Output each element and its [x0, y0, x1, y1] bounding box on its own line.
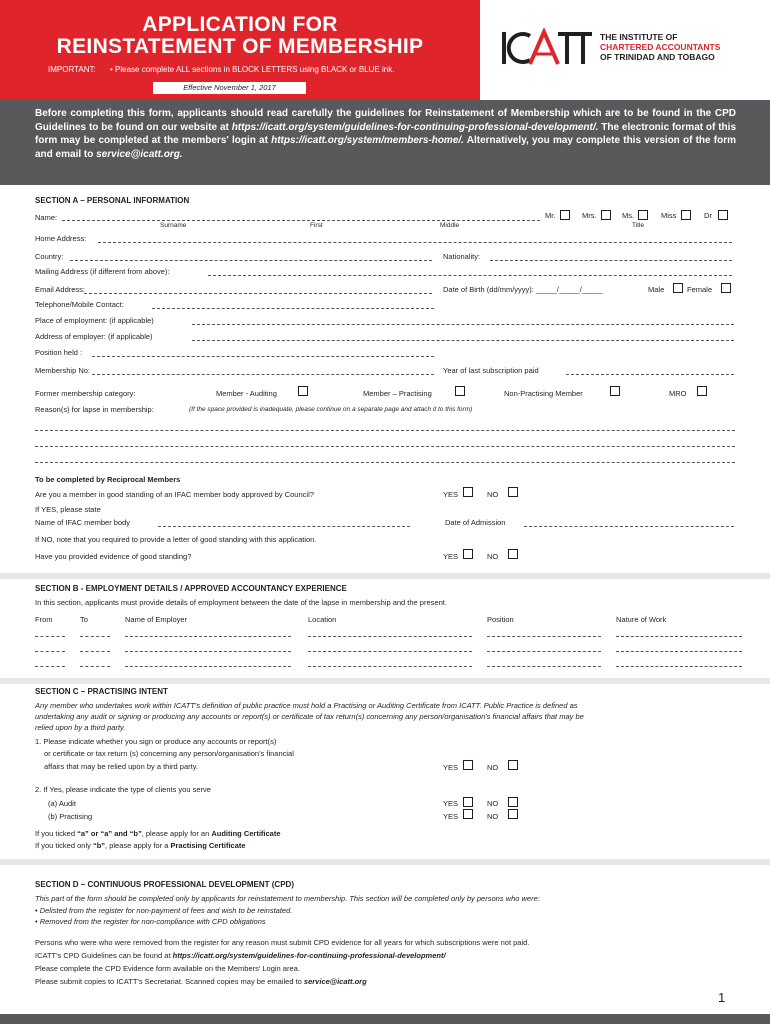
- ifac-yes-checkbox[interactable]: [463, 487, 473, 497]
- section-separator: [0, 859, 770, 865]
- reason-line-2[interactable]: [35, 446, 735, 447]
- section-separator: [0, 573, 770, 579]
- institute-name: THE INSTITUTE OF CHARTERED ACCOUNTANTS OF TRINIDAD AND TOBAGO: [600, 32, 721, 62]
- emp-row-3-to[interactable]: [80, 666, 110, 667]
- cpd-guidelines-link[interactable]: https://icatt.org/system/guidelines-for-continuing-professional-development/: [172, 951, 446, 960]
- nationality-input[interactable]: [490, 260, 732, 261]
- emp-row-2-from[interactable]: [35, 651, 65, 652]
- emp-row-3-employer[interactable]: [125, 666, 291, 667]
- col-location: Location: [308, 615, 337, 624]
- mailing-address-input[interactable]: [208, 275, 732, 276]
- section-d-heading: SECTION D – CONTINUOUS PROFESSIONAL DEVELOPMENT (CPD): [35, 880, 294, 889]
- admission-date-input[interactable]: [524, 526, 734, 527]
- category-practising-checkbox[interactable]: [455, 386, 465, 396]
- position-input[interactable]: [92, 356, 434, 357]
- emp-row-1-from[interactable]: [35, 636, 65, 637]
- q1-no-checkbox[interactable]: [508, 760, 518, 770]
- dob-input[interactable]: Date of Birth (dd/mm/yyyy): _____/_____/_____: [443, 285, 603, 294]
- title-ms-checkbox[interactable]: [638, 210, 648, 220]
- auditing-certificate-note: If you ticked “a” or “a” and “b”, please apply for an Auditing Certificate: [35, 829, 281, 838]
- col-position: Position: [487, 615, 514, 624]
- membership-no-input[interactable]: [92, 374, 434, 375]
- audit-yes-checkbox[interactable]: [463, 797, 473, 807]
- col-nature: Nature of Work: [616, 615, 667, 624]
- footer-bar: [0, 1014, 770, 1024]
- section-a-heading: SECTION A – PERSONAL INFORMATION: [35, 196, 190, 205]
- evidence-yes-checkbox[interactable]: [463, 549, 473, 559]
- icatt-logo-icon: [500, 28, 594, 68]
- service-email-link[interactable]: service@icatt.org.: [96, 148, 183, 160]
- emp-row-1-employer[interactable]: [125, 636, 291, 637]
- emp-row-3-location[interactable]: [308, 666, 472, 667]
- emp-row-3-position[interactable]: [487, 666, 601, 667]
- employment-place-input[interactable]: [192, 324, 734, 325]
- section-b-heading: SECTION B - EMPLOYMENT DETAILS / APPROVED ACCOUNTANCY EXPERIENCE: [35, 584, 347, 593]
- submit-copies-line: Please submit copies to ICATT's Secretariat. Scanned copies may be emailed to service@icatt.org: [35, 977, 367, 986]
- emp-row-1-location[interactable]: [308, 636, 472, 637]
- title-dr-checkbox[interactable]: [718, 210, 728, 220]
- employer-address-input[interactable]: [192, 340, 734, 341]
- col-employer: Name of Employer: [125, 615, 188, 624]
- cpd-guidelines-line: ICATT's CPD Guidelines can be found at https://icatt.org/system/guidelines-for-continuing-professional-development/: [35, 951, 446, 960]
- section-c-heading: SECTION C – PRACTISING INTENT: [35, 687, 168, 696]
- practising-no-checkbox[interactable]: [508, 809, 518, 819]
- title-line-2: REINSTATEMENT OF MEMBERSHIP: [56, 35, 424, 58]
- members-login-link[interactable]: https://icatt.org/system/members-home/.: [271, 135, 464, 146]
- name-input[interactable]: [62, 220, 540, 221]
- section-separator: [0, 678, 770, 684]
- name-label: Name:: [35, 213, 58, 222]
- category-mro-checkbox[interactable]: [697, 386, 707, 396]
- emp-row-1-nature[interactable]: [616, 636, 742, 637]
- home-address-input[interactable]: [98, 242, 732, 243]
- q1-yes-checkbox[interactable]: [463, 760, 473, 770]
- emp-row-3-from[interactable]: [35, 666, 65, 667]
- audit-no-checkbox[interactable]: [508, 797, 518, 807]
- emp-row-2-location[interactable]: [308, 651, 472, 652]
- practising-yes-checkbox[interactable]: [463, 809, 473, 819]
- evidence-no-checkbox[interactable]: [508, 549, 518, 559]
- male-checkbox[interactable]: [673, 283, 683, 293]
- title-mrs-checkbox[interactable]: [601, 210, 611, 220]
- important-label: IMPORTANT:: [48, 65, 96, 74]
- col-to: To: [80, 615, 88, 624]
- guidelines-link[interactable]: https://icatt.org/system/guidelines-for-continuing-professional-development/.: [231, 121, 599, 133]
- practising-certificate-note: If you ticked only “b”, please apply for a Practising Certificate: [35, 841, 246, 850]
- category-nonpractising-checkbox[interactable]: [610, 386, 620, 396]
- ifac-body-input[interactable]: [158, 526, 410, 527]
- phone-input[interactable]: [152, 308, 434, 309]
- title-miss-checkbox[interactable]: [681, 210, 691, 220]
- email-input[interactable]: [84, 293, 432, 294]
- reason-line-1[interactable]: [35, 430, 735, 431]
- effective-date: Effective November 1, 2017: [153, 82, 306, 94]
- last-subscription-input[interactable]: [566, 374, 734, 375]
- category-auditing-checkbox[interactable]: [298, 386, 308, 396]
- emp-row-2-employer[interactable]: [125, 651, 291, 652]
- emp-row-1-position[interactable]: [487, 636, 601, 637]
- ifac-no-checkbox[interactable]: [508, 487, 518, 497]
- service-email-link-footer[interactable]: service@icatt.org: [303, 977, 367, 986]
- country-input[interactable]: [70, 260, 432, 261]
- emp-row-1-to[interactable]: [80, 636, 110, 637]
- guidelines-notice: Before completing this form, applicants should read carefully the guidelines for Reinstatement of Membership which are to be found in the CPD Guidelines to be found on our website at https://icatt.org/system/guidelines-for-continuing-professional-development/. The electronic format of this form may be completed at the members' login at https://icatt.org/system/members-home/. Alternatively, you may complete this version of the form and email to service@icatt.org.: [0, 100, 770, 185]
- form-title: [0, 14, 480, 58]
- title-mr-checkbox[interactable]: [560, 210, 570, 220]
- emp-row-2-nature[interactable]: [616, 651, 742, 652]
- page-number: 1: [718, 990, 726, 1005]
- col-from: From: [35, 615, 53, 624]
- important-instruction: • Please complete ALL sections in BLOCK LETTERS using BLACK or BLUE ink.: [110, 65, 395, 74]
- title-line-1: APPLICATION FOR: [142, 13, 338, 36]
- female-checkbox[interactable]: [721, 283, 731, 293]
- reason-line-3[interactable]: [35, 462, 735, 463]
- emp-row-2-position[interactable]: [487, 651, 601, 652]
- emp-row-3-nature[interactable]: [616, 666, 742, 667]
- emp-row-2-to[interactable]: [80, 651, 110, 652]
